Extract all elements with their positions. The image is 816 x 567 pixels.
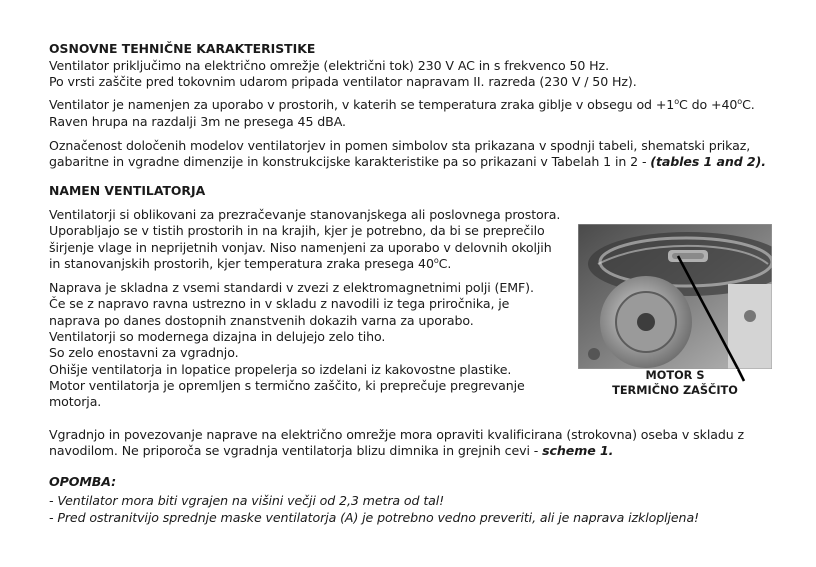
degree-superscript: o [433, 256, 439, 265]
paragraph-line: Če se z napravo ravna ustrezno in v skladu z navodili iz tega priročnika, je [49, 296, 510, 311]
models-line [49, 154, 766, 170]
pointer-line [578, 224, 772, 384]
paragraph-line: Ventilator priključimo na električno omrežje (električni tok) 230 V AC in s frekvenco 50 Hz. [49, 58, 609, 73]
paragraph-line: So zelo enostavni za vgradnjo. [49, 345, 239, 360]
noise-level-line: Raven hrupa na razdalji 3m ne presega 45 dBA. [49, 114, 346, 129]
text-run: gabaritne in vgradne dimenzije in konstrukcijske karakteristike pa so prikazani v Tabelah 1 in 2 - [49, 154, 651, 169]
text-run: C do +40 [679, 97, 738, 112]
text-run: in stanovanjskih prostorih, kjer temperatura zraka presega 40 [49, 256, 434, 271]
paragraph-line: Naprava je skladna z vsemi standardi v zvezi z elektromagnetnimi polji (EMF). [49, 280, 534, 295]
paragraph-line: Ventilatorji si oblikovani za prezračevanje stanovanjskega ali poslovnega prostora. [49, 207, 561, 222]
text-run: Ventilator je namenjen za uporabo v prostorih, v katerih se temperatura zraka giblje v obsegu od +1 [49, 97, 675, 112]
degree-superscript: o [674, 97, 680, 106]
caption-line: TERMIČNO ZAŠČITO [612, 384, 738, 398]
text-run: C. [438, 256, 452, 271]
figure-caption [578, 368, 772, 398]
paragraph-line: Uporabljajo se v tistih prostorih in na krajih, kjer je potrebno, da bi se preprečilo [49, 223, 545, 238]
temperature-range-line [49, 97, 755, 113]
text-run: C. [742, 97, 755, 112]
paragraph-line: Motor ventilatorja je opremljen s termično zaščito, ki preprečuje pregrevanje [49, 378, 525, 393]
paragraph-line: širjenje vlage in neprijetnih vonjav. Niso namenjeni za uporabo v delovnih okoljih [49, 240, 552, 255]
section-heading-purpose: NAMEN VENTILATORJA [49, 183, 206, 198]
note-item: - Ventilator mora biti vgrajen na višini večji od 2,3 metra od tal! [49, 493, 445, 508]
paragraph-line: Ohišje ventilatorja in lopatice propelerja so izdelani iz kakovostne plastike. [49, 362, 512, 377]
scheme-reference: scheme 1. [542, 443, 614, 458]
models-line: Označenost določenih modelov ventilatorjev in pomen simbolov sta prikazana v spodnji tabeli, shematski prikaz, [49, 138, 751, 153]
paragraph-line: naprava po danes dostopnih znanstvenih dokazih varna za uporabo. [49, 313, 474, 328]
paragraph-line: motorja. [49, 394, 102, 409]
paragraph-line: Po vrsti zaščite pred tokovnim udarom pripada ventilator napravam II. razreda (230 V / 50 Hz). [49, 74, 637, 89]
note-heading: OPOMBA: [49, 474, 117, 489]
text-run: navodilom. Ne priporoča se vgradnja ventilatorja blizu dimnika in grejnih cevi - [49, 443, 543, 458]
degree-superscript: o [737, 97, 743, 106]
installation-line [49, 443, 613, 459]
tables-reference: (tables 1 and 2). [650, 154, 766, 169]
paragraph-line: Ventilatorji so modernega dizajna in delujejo zelo tiho. [49, 329, 386, 344]
paragraph-line [49, 256, 451, 272]
installation-line: Vgradnjo in povezovanje naprave na električno omrežje mora opraviti kvalificirana (strokovna) oseba v skladu z [49, 427, 745, 442]
caption-line: MOTOR S [645, 369, 705, 382]
note-item: - Pred ostranitvijo sprednje maske ventilatorja (A) je potrebno vedno preveriti, ali je naprava izklopljena! [49, 510, 700, 525]
section-heading-technical: OSNOVNE TEHNIČNE KARAKTERISTIKE [49, 41, 316, 56]
